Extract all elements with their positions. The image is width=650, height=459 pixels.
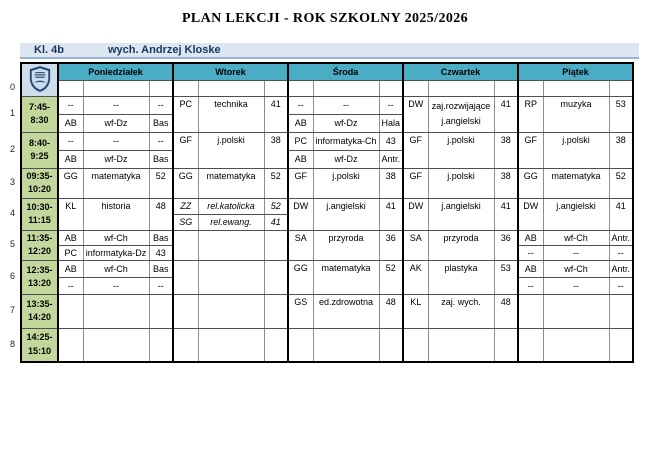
subject: -- (543, 277, 609, 294)
empty-cell (403, 328, 428, 362)
room: 48 (379, 294, 403, 328)
room: -- (149, 277, 173, 294)
time-line: 10:20 (27, 184, 52, 194)
subject: j.polski (313, 168, 379, 198)
empty-cell (198, 328, 264, 362)
teacher-code: -- (58, 277, 83, 294)
room: Antr. (609, 230, 633, 245)
spacer-cell (313, 80, 379, 96)
time-line: 11:35- (26, 232, 53, 243)
time-line: 09:35- (26, 170, 53, 181)
subject: -- (83, 96, 149, 114)
room: 43 (149, 245, 173, 260)
subject: j.polski (428, 168, 494, 198)
day-header-tue: Wtorek (173, 63, 288, 80)
subject: wf-Ch (83, 230, 149, 245)
spacer-cell (428, 80, 494, 96)
spacer-cell (198, 80, 264, 96)
time-cell (21, 198, 58, 230)
lesson-row-8 (21, 328, 633, 345)
room: Antr. (379, 150, 403, 168)
empty-cell (264, 328, 288, 362)
spacer-cell (518, 80, 543, 96)
room: 52 (264, 198, 288, 214)
teacher-code: -- (58, 132, 83, 150)
day-header-thu: Czwartek (403, 63, 518, 80)
spacer-cell (83, 80, 149, 96)
empty-cell (58, 328, 83, 362)
empty-cell (198, 230, 264, 260)
time-line: 8:30 (30, 115, 49, 125)
empty-cell (609, 328, 633, 362)
teacher-code: GS (288, 294, 313, 328)
row-number: 8 (9, 339, 15, 349)
time-cell (21, 294, 58, 328)
crest-cell (21, 63, 58, 96)
teacher-code: DW (403, 96, 428, 132)
teacher-code: DW (518, 198, 543, 230)
class-header-band (20, 43, 639, 59)
timetable-grid (20, 62, 634, 363)
room: 38 (494, 168, 518, 198)
time-line: 7:45- (28, 101, 50, 112)
room: 41 (609, 198, 633, 230)
empty-cell (173, 294, 198, 328)
teacher-code: GG (518, 168, 543, 198)
empty-cell (428, 328, 494, 362)
time-line: 9:25 (30, 151, 49, 161)
room: -- (149, 132, 173, 150)
homeroom-teacher-label: wych. Andrzej Kloske (107, 44, 221, 56)
teacher-code: GG (288, 260, 313, 294)
room: 52 (149, 168, 173, 198)
room: Bas (149, 230, 173, 245)
room: 36 (379, 230, 403, 260)
room: 52 (609, 168, 633, 198)
room: 53 (609, 96, 633, 132)
day-header-wed: Środa (288, 63, 403, 80)
teacher-code: GG (58, 168, 83, 198)
teacher-code: PC (288, 132, 313, 150)
time-cell (21, 168, 58, 198)
empty-cell (609, 294, 633, 328)
subject: wf-Dz (313, 150, 379, 168)
empty-cell (173, 230, 198, 260)
row-number: 3 (9, 177, 15, 187)
teacher-code: -- (58, 96, 83, 114)
room: 41 (379, 198, 403, 230)
teacher-code: KL (403, 294, 428, 328)
room: 43 (379, 132, 403, 150)
teacher-code: DW (288, 198, 313, 230)
teacher-code: GF (288, 168, 313, 198)
teacher-code: SG (173, 214, 198, 230)
empty-cell (58, 294, 83, 328)
teacher-code: KL (58, 198, 83, 230)
empty-cell (149, 294, 173, 328)
subject-line: zaj.rozwijające (431, 100, 491, 111)
teacher-code: SA (288, 230, 313, 260)
teacher-code: AB (58, 114, 83, 132)
subject: -- (313, 96, 379, 114)
subject: przyroda (313, 230, 379, 260)
subject: j.polski (428, 132, 494, 168)
row-number: 4 (9, 208, 15, 218)
teacher-code: AB (58, 150, 83, 168)
empty-cell (149, 328, 173, 362)
time-line: 13:20 (27, 278, 52, 288)
room: 36 (494, 230, 518, 260)
time-cell (21, 132, 58, 168)
empty-cell (518, 328, 543, 362)
room: 38 (609, 132, 633, 168)
subject (428, 96, 494, 132)
room: Bas (149, 114, 173, 132)
teacher-code: PC (173, 96, 198, 132)
school-crest-icon (28, 85, 52, 95)
subject: matematyka (543, 168, 609, 198)
subject: historia (83, 198, 149, 230)
room: -- (609, 245, 633, 260)
time-cell (21, 230, 58, 260)
room: 52 (379, 260, 403, 294)
empty-cell (379, 328, 403, 362)
time-line: 12:20 (27, 246, 52, 256)
day-header-fri: Piątek (518, 63, 633, 80)
subject: wf-Ch (83, 260, 149, 277)
lesson-row-1 (21, 96, 633, 114)
teacher-code: AB (288, 150, 313, 168)
spacer-cell (149, 80, 173, 96)
teacher-code: -- (288, 96, 313, 114)
room: -- (609, 277, 633, 294)
spacer-cell (494, 80, 518, 96)
row-number: 2 (9, 144, 15, 154)
room: 48 (494, 294, 518, 328)
room: 48 (149, 198, 173, 230)
room: 53 (494, 260, 518, 294)
spacer-cell (609, 80, 633, 96)
class-label: Kl. 4b (34, 44, 64, 56)
lesson-row-2 (21, 132, 633, 150)
page-title: PLAN LEKCJI - ROK SZKOLNY 2025/2026 (181, 11, 469, 26)
subject-line: j.angielski (441, 115, 481, 126)
subject: j.polski (543, 132, 609, 168)
teacher-code: PC (58, 245, 83, 260)
time-line: 8:40- (28, 137, 50, 148)
subject: j.angielski (428, 198, 494, 230)
room: -- (379, 96, 403, 114)
empty-cell (173, 260, 198, 294)
subject: wf-Ch (543, 260, 609, 277)
room: Antr. (609, 260, 633, 277)
teacher-code: GF (518, 132, 543, 168)
row-number: 1 (9, 108, 15, 118)
room: -- (149, 96, 173, 114)
empty-cell (264, 294, 288, 328)
empty-cell (543, 328, 609, 362)
time-line: 15:10 (27, 345, 52, 356)
subject: j.angielski (543, 198, 609, 230)
room: 41 (494, 198, 518, 230)
room: 38 (264, 132, 288, 168)
time-line: 10:30- (26, 201, 53, 212)
empty-cell (494, 328, 518, 362)
subject: plastyka (428, 260, 494, 294)
spacer-cell (543, 80, 609, 96)
row-number: 5 (9, 239, 15, 249)
time-line: 14:25- (26, 332, 53, 343)
subject: matematyka (313, 260, 379, 294)
teacher-code: SA (403, 230, 428, 260)
room: Bas (149, 150, 173, 168)
subject: zaj. wych. (428, 294, 494, 328)
row-number: 0 (9, 82, 15, 92)
teacher-code: AB (518, 260, 543, 277)
spacer-cell (379, 80, 403, 96)
time-cell (21, 328, 58, 362)
spacer-cell (58, 80, 83, 96)
room: 41 (264, 96, 288, 132)
subject: j.polski (198, 132, 264, 168)
teacher-code: AB (518, 230, 543, 245)
subject: matematyka (198, 168, 264, 198)
empty-cell (543, 294, 609, 328)
time-cell (21, 96, 58, 132)
time-line: 13:35- (26, 298, 53, 309)
empty-cell (264, 230, 288, 260)
teacher-code: AB (58, 260, 83, 277)
empty-cell (173, 328, 198, 362)
room: 52 (264, 168, 288, 198)
teacher-code: GG (173, 168, 198, 198)
day-header-mon: Poniedziałek (58, 63, 173, 80)
spacer-cell (264, 80, 288, 96)
time-line: 12:35- (26, 264, 53, 275)
empty-cell (198, 294, 264, 328)
subject: przyroda (428, 230, 494, 260)
teacher-code: GF (403, 168, 428, 198)
lesson-row-7 (21, 294, 633, 311)
subject: muzyka (543, 96, 609, 132)
spacer-cell (403, 80, 428, 96)
teacher-code: AK (403, 260, 428, 294)
teacher-code: -- (518, 277, 543, 294)
room: 38 (379, 168, 403, 198)
room: Bas (149, 260, 173, 277)
teacher-code: RP (518, 96, 543, 132)
subject: wf-Dz (83, 150, 149, 168)
subject: informatyka-Ch (313, 132, 379, 150)
subject: informatyka-Dz (83, 245, 149, 260)
spacer-cell (288, 80, 313, 96)
room: 41 (494, 96, 518, 132)
empty-cell (518, 294, 543, 328)
time-line: 14:20 (27, 312, 52, 322)
subject: -- (543, 245, 609, 260)
lesson-row-6 (21, 260, 633, 277)
teacher-code: GF (403, 132, 428, 168)
time-cell (21, 260, 58, 294)
row-number: 6 (9, 271, 15, 281)
subject: ed.zdrowotna (313, 294, 379, 328)
subject: j.angielski (313, 198, 379, 230)
subject: matematyka (83, 168, 149, 198)
empty-cell (198, 260, 264, 294)
lesson-row-5 (21, 230, 633, 245)
empty-cell (83, 294, 149, 328)
teacher-code: ZZ (173, 198, 198, 214)
subject: wf-Dz (83, 114, 149, 132)
time-line: 11:15 (28, 215, 51, 225)
lesson-row-4 (21, 198, 633, 214)
teacher-code: DW (403, 198, 428, 230)
empty-cell (313, 328, 379, 362)
lesson-row-3 (21, 168, 633, 183)
room: 41 (264, 214, 288, 230)
subject: rel.katolicka (198, 198, 264, 214)
subject: -- (83, 132, 149, 150)
subject: wf-Dz (313, 114, 379, 132)
teacher-code: AB (58, 230, 83, 245)
empty-cell (264, 260, 288, 294)
room: Hala (379, 114, 403, 132)
subject: wf-Ch (543, 230, 609, 245)
room: 38 (494, 132, 518, 168)
spacer-cell (173, 80, 198, 96)
teacher-code: GF (173, 132, 198, 168)
row-number: 7 (9, 305, 15, 315)
teacher-code: -- (518, 245, 543, 260)
empty-cell (288, 328, 313, 362)
subject: rel.ewang. (198, 214, 264, 230)
subject: -- (83, 277, 149, 294)
empty-cell (83, 328, 149, 362)
subject: technika (198, 96, 264, 132)
teacher-code: AB (288, 114, 313, 132)
